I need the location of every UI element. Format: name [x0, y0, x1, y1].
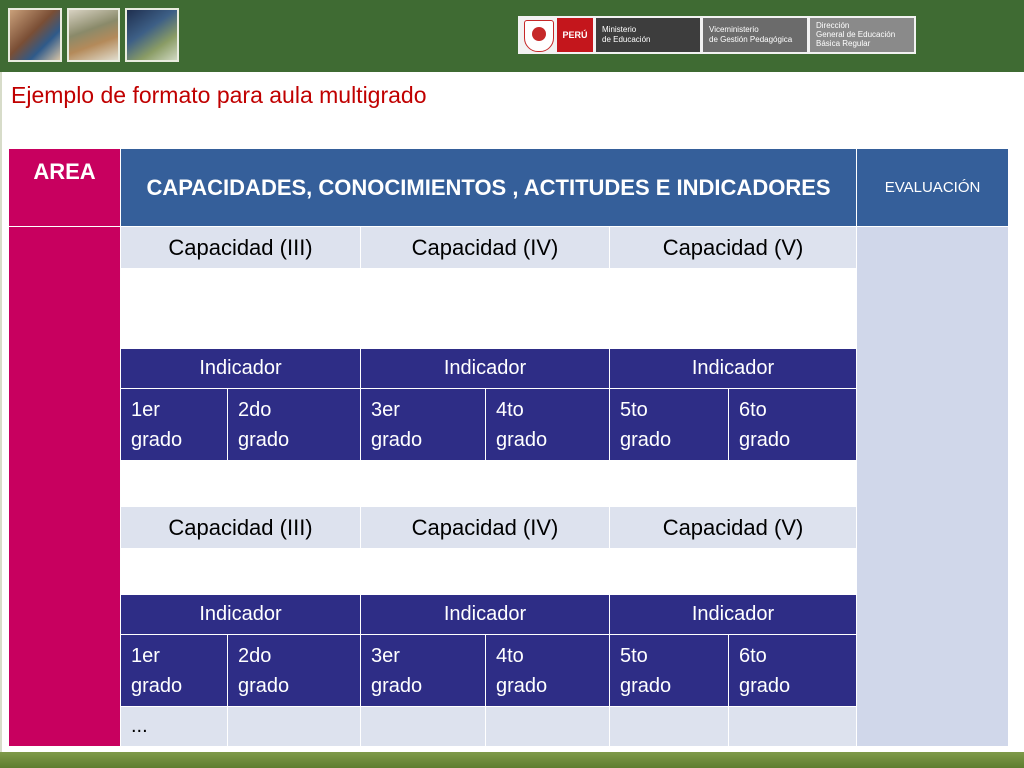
empty-cell [729, 707, 857, 747]
capacidades-header: CAPACIDADES, CONOCIMIENTOS , ACTITUDES E INDICADORES [121, 149, 857, 227]
blank-row [121, 549, 857, 595]
capacidad-cell: Capacidad (V) [610, 227, 857, 269]
evaluacion-column [857, 227, 1009, 747]
grado-cell: 5to grado [610, 389, 729, 461]
indicador-cell: Indicador [361, 595, 610, 635]
photo-students-working [67, 8, 120, 62]
indicador-cell: Indicador [610, 595, 857, 635]
ministerio-logo-text: Ministerio de Educación [596, 18, 700, 52]
photo-children-reading [8, 8, 62, 62]
empty-cell [486, 707, 610, 747]
photo-students-in-class [125, 8, 179, 62]
capacidad-cell: Capacidad (IV) [361, 227, 610, 269]
header-band [0, 0, 1024, 72]
capacidad-cell: Capacidad (V) [610, 507, 857, 549]
grado-cell: 3er grado [361, 635, 486, 707]
indicador-cell: Indicador [610, 349, 857, 389]
indicador-cell: Indicador [361, 349, 610, 389]
indicador-cell: Indicador [121, 349, 361, 389]
area-header: AREA [9, 149, 121, 227]
viceministerio-logo-text: Viceministerio de Gestión Pedagógica [703, 18, 807, 52]
grado-cell: 4to grado [486, 635, 610, 707]
grado-cell: 1er grado [121, 635, 228, 707]
capacidad-cell: Capacidad (IV) [361, 507, 610, 549]
blank-row [121, 461, 857, 507]
peru-coat-of-arms-icon [524, 20, 554, 52]
slide-title: Ejemplo de formato para aula multigrado [11, 82, 427, 108]
grado-cell: 5to grado [610, 635, 729, 707]
left-divider [0, 72, 2, 752]
grado-cell: 1er grado [121, 389, 228, 461]
area-column [9, 227, 121, 747]
capacidad-cell: Capacidad (III) [121, 507, 361, 549]
empty-cell [228, 707, 361, 747]
empty-cell [361, 707, 486, 747]
ellipsis-cell: ... [121, 707, 228, 747]
grado-cell: 4to grado [486, 389, 610, 461]
capacidad-cell: Capacidad (III) [121, 227, 361, 269]
grado-cell: 6to grado [729, 389, 857, 461]
grado-cell: 2do grado [228, 635, 361, 707]
peru-logo: PERÚ [557, 18, 593, 52]
empty-cell [610, 707, 729, 747]
footer-band [0, 752, 1024, 768]
evaluacion-header: EVALUACIÓN [857, 149, 1009, 227]
blank-row [121, 269, 857, 349]
grado-cell: 6to grado [729, 635, 857, 707]
indicador-cell: Indicador [121, 595, 361, 635]
grado-cell: 3er grado [361, 389, 486, 461]
grado-cell: 2do grado [228, 389, 361, 461]
direccion-logo-text: Dirección General de Educación Básica Regular [810, 18, 914, 52]
multigrade-format-table [8, 148, 1009, 747]
